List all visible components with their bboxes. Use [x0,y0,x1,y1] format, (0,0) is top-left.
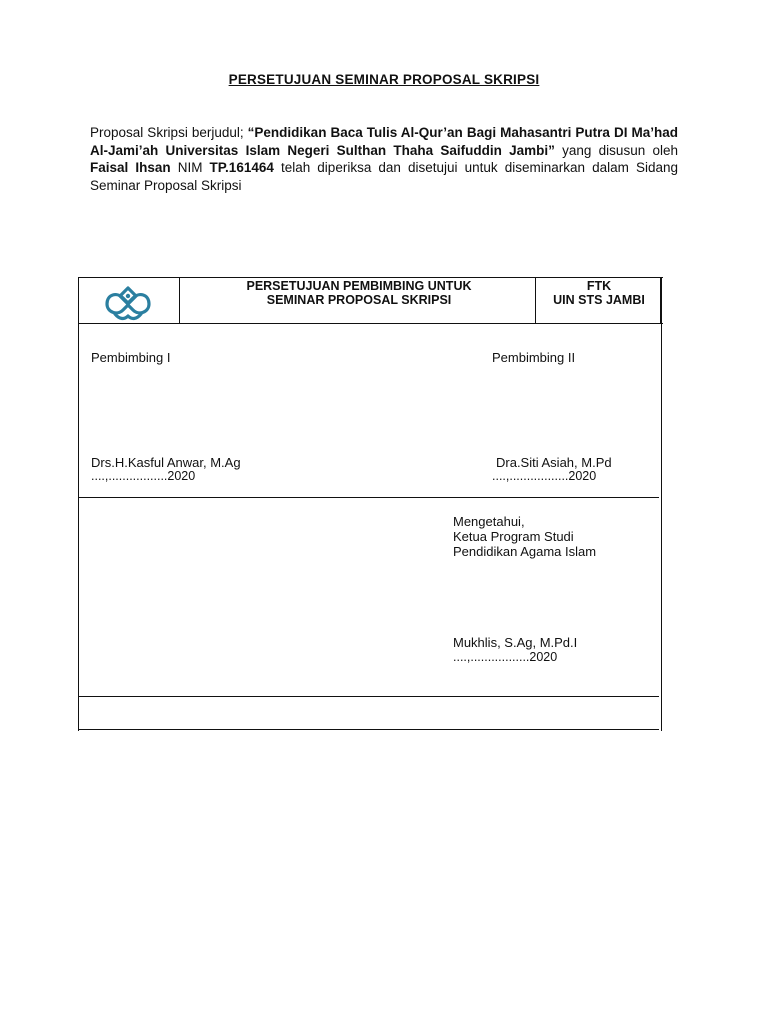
header-divider-left [179,277,180,324]
approval-line2: Ketua Program Studi [453,529,574,544]
advisor-section-divider [79,497,659,498]
form-heading [189,279,529,307]
header-divider-right [535,277,536,324]
intro-paragraph [90,124,678,194]
header-top-border [79,277,663,278]
institution-label: UIN STS JAMBI [553,293,645,307]
approval-section-divider [79,696,659,697]
form-heading-line1: PERSETUJUAN PEMBIMBING UNTUK [246,279,472,293]
advisor1-name: Drs.H.Kasful Anwar, M.Ag [91,455,241,470]
approval-line1: Mengetahui, [453,514,525,529]
thesis-title: “Pendidikan Baca Tulis Al-Qur’an Bagi Mahasantri Putra DI Ma’had Al-Jami’ah Universitas Islam Negeri Sulthan Thaha Saifuddin Jambi” [90,125,678,158]
faculty-label: FTK [586,279,612,293]
advisor2-name: Dra.Siti Asiah, M.Pd [496,455,612,470]
compiled-by-text: yang disusun oleh [554,142,678,158]
approval-line3: Pendidikan Agama Islam [453,544,597,559]
advisor2-label: Pembimbing II [492,350,576,365]
document-title [0,72,768,87]
nim-label: NIM [170,160,210,175]
program-head-date: ....,.................2020 [453,650,558,664]
closing-text: telah diperiksa dan disetujui untuk diseminarkan dalam Sidang Seminar Proposal Skripsi [90,160,678,193]
student-name: Faisal Ihsan [90,160,171,175]
header-bottom-border [79,323,663,324]
advisor1-date: ....,.................2020 [91,469,196,483]
intro-text: Proposal Skripsi berjudul; [90,125,248,140]
advisor2-date: ....,.................2020 [492,469,597,483]
uin-logo-icon [99,282,157,322]
document-title-text: PERSETUJUAN SEMINAR PROPOSAL SKRIPSI [228,72,540,87]
faculty-block [537,279,661,307]
approval-form-box [78,277,662,731]
form-bottom-border [79,729,659,730]
student-nim: TP.161464 [209,160,274,175]
advisor1-label: Pembimbing I [91,350,171,365]
program-head-name: Mukhlis, S.Ag, M.Pd.I [453,635,578,650]
form-heading-line2: SEMINAR PROPOSAL SKRIPSI [266,293,452,307]
